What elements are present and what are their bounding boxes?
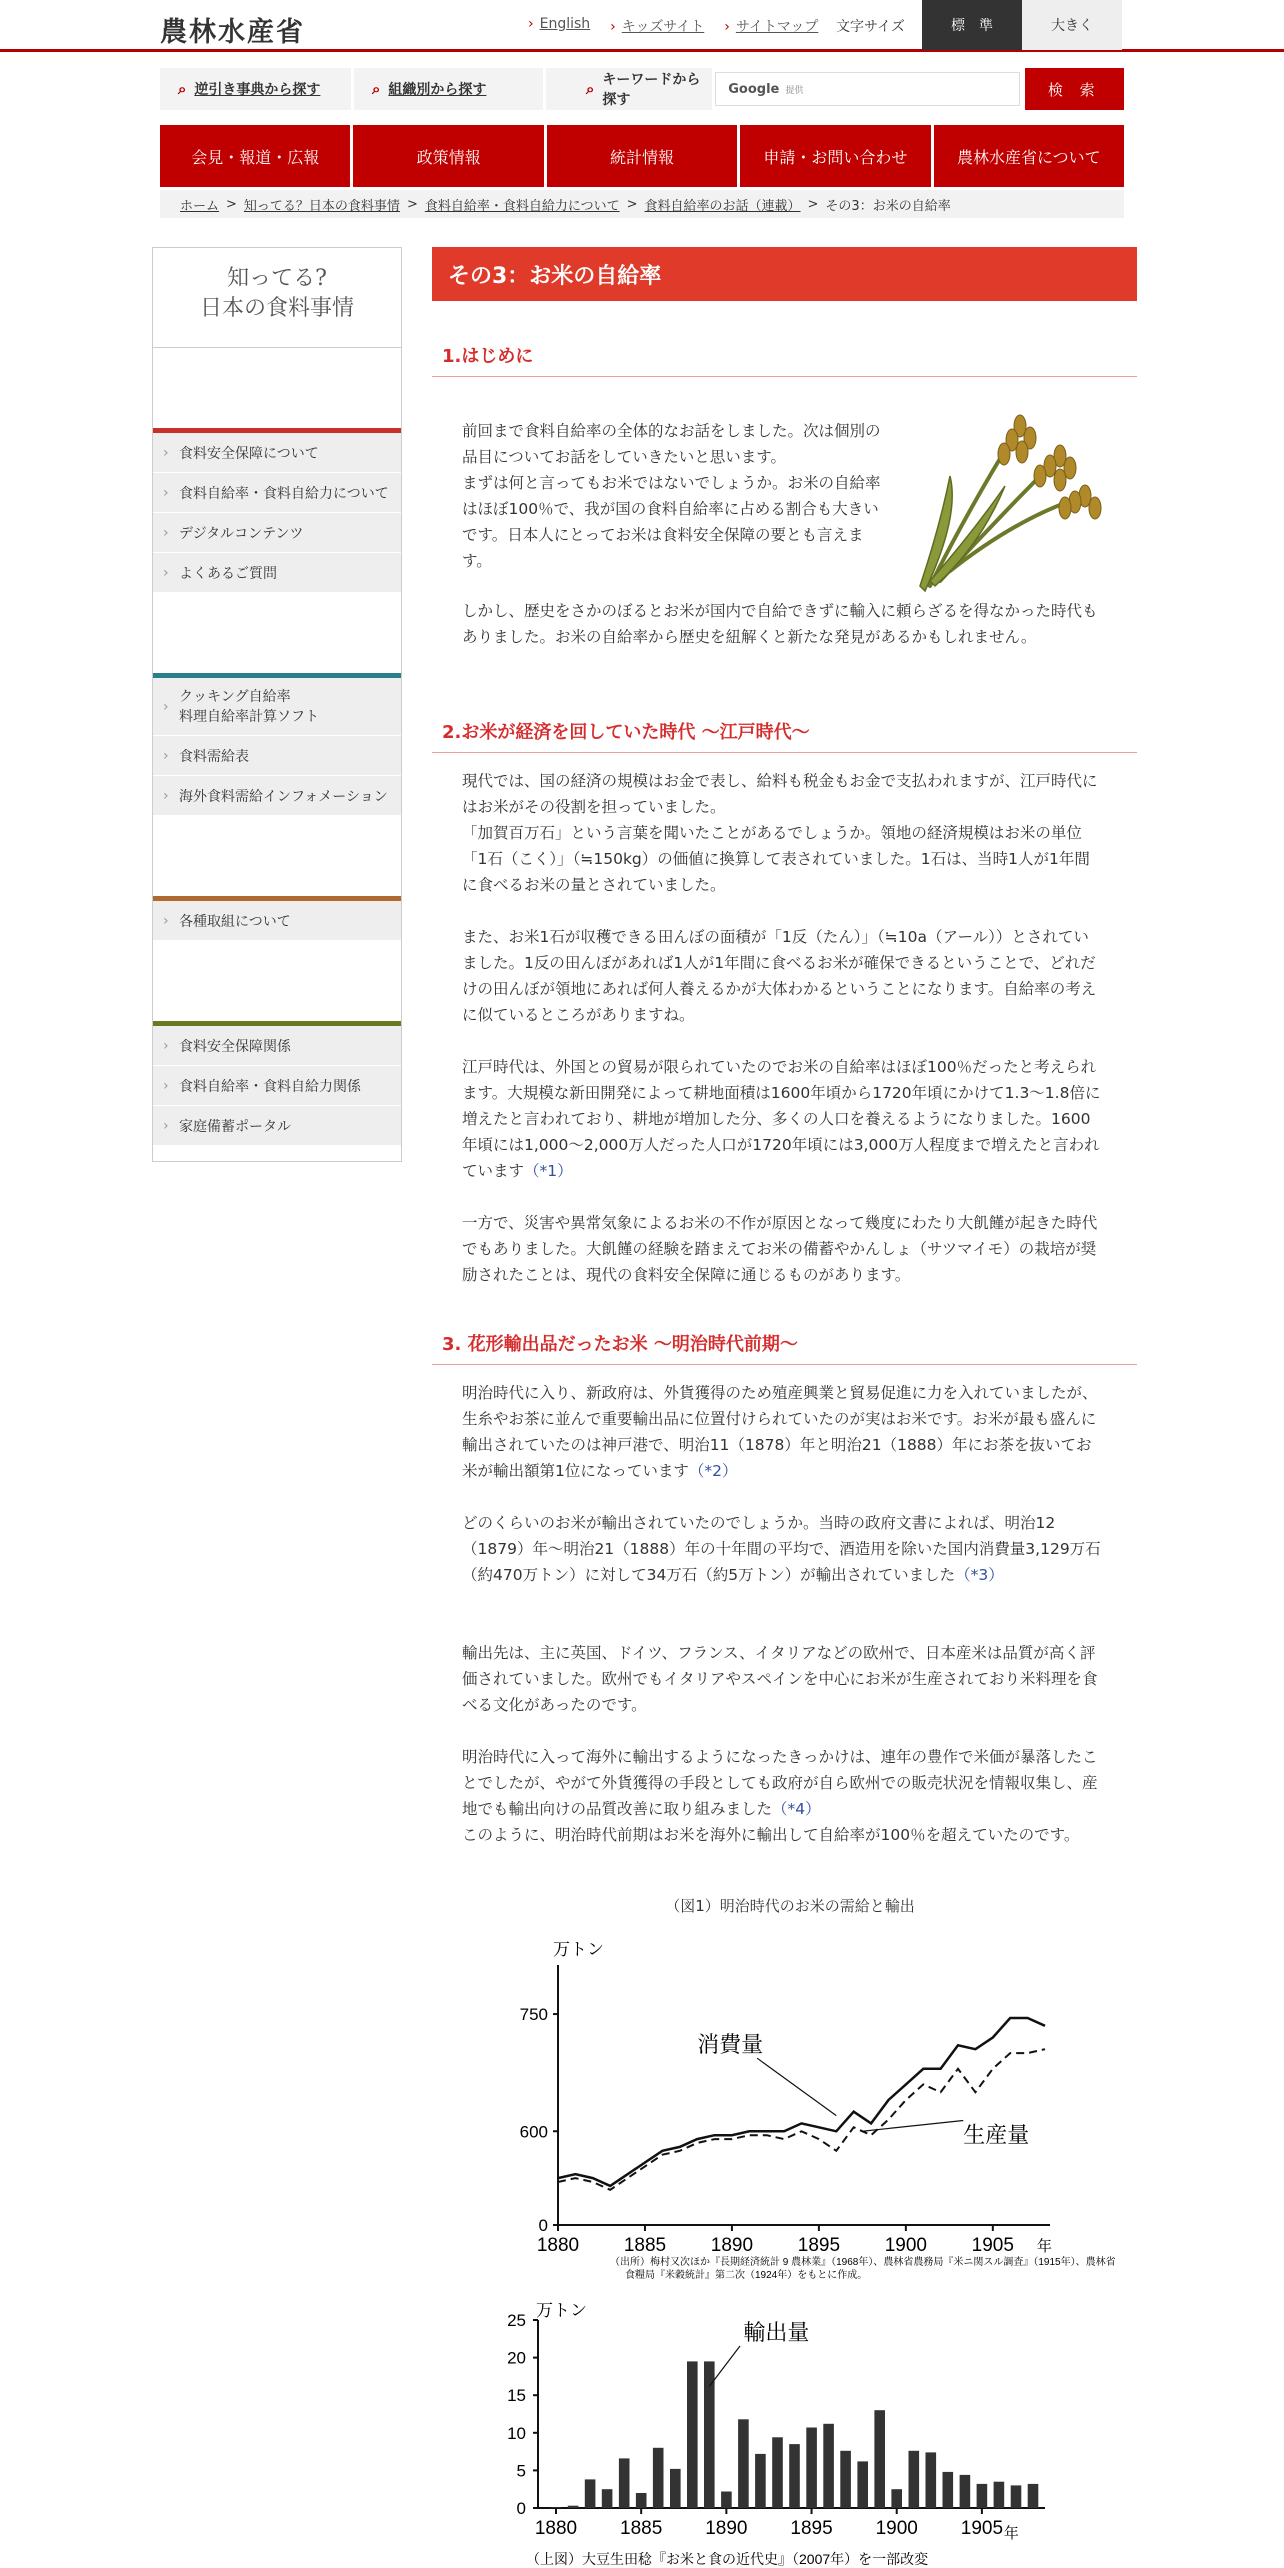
y-axis-label: 万トン [536,2301,587,2320]
y-tick-label: 15 [507,2386,526,2406]
chart-footnote: （上図）大豆生田稔『お米と食の近代史』（2007年）を一部改変 [526,2551,929,2567]
series-label-pointer [757,2058,836,2115]
paragraph: 明治時代に入って海外に輸出するようになったきっかけは、連年の豊作で米価が暴落したことでしたが、やがて外貨獲得の手段としても政府が自ら欧州での販売状況を情報収集し、産地でも輸出向けの品質改善に取り組みました（*4） [462,1748,1098,1818]
x-tick-label: 1895 [797,2235,841,2256]
nav-application[interactable]: 申請・お問い合わせ [740,125,930,187]
section-heading: 1.はじめに [432,342,1137,377]
paragraph: 現代では、国の経済の規模はお金で表し、給料も税金もお金で支払われますが、江戸時代にはお米がその役割を担っていました。 「加賀百万石」という言葉を聞いたことがあるでしょうか。領地の経済規模はお米の単位「1石（こく）」（≒150kg）の価値に換算して表されていました。1石は、当時1人が1年間に食べるお米の量とされていました。 [462,772,1098,894]
bar [960,2475,971,2508]
footnote-link[interactable]: （*1） [524,1162,573,1180]
paragraph: 輸出先は、主に英国、ドイツ、フランス、イタリアなどの欧州で、日本産米は品質が高く評価されていました。欧州でもイタリアやスペインを中心にお米が生産されており米料理を食べる文化があったのです。 [462,1644,1098,1714]
y-tick-label: 10 [507,2423,526,2443]
search-icon: ⌕ [372,80,381,98]
nav-about[interactable]: 農林水産省について [934,125,1124,187]
series-line-2 [558,2049,1045,2190]
sidebar-item[interactable]: › 各種取組について [153,901,401,941]
y-tick-label: 20 [507,2348,526,2368]
paragraph: 明治時代に入り、新政府は、外貨獲得のため殖産興業と貿易促進に力を入れていましたが、生糸やお茶に並んで重要輸出品に位置付けられていたのが実はお米です。お米が最も盛んに輸出されていたのは神戸港で、明治11（1878）年と明治21（1888）年にお茶を抜いてお米が輸出額第1位になっています（*2） [462,1384,1098,1480]
top-links [528,16,818,36]
reverse-dictionary-search-button[interactable]: ⌕ 逆引き事典から探す [160,68,354,110]
paragraph: どのくらいのお米が輸出されていたのでしょうか。当時の政府文書によれば、明治12（1879）年～明治21（1888）年の十年間の平均で、酒造用を除いた国内消費量3,129万石（約470万トン）に対して34万石（約5万トン）が輸出されていました（*3） [462,1514,1101,1584]
global-nav [160,125,1124,187]
sidebar-item[interactable]: › デジタルコンテンツ [153,513,401,553]
bar [653,2448,664,2508]
site-logo[interactable]: 農林水産省 [160,17,305,48]
bar [977,2484,988,2508]
sidebar-title[interactable]: 知ってる? 日本の食料事情 [153,248,401,348]
x-tick-label: 1905 [960,2518,1004,2539]
breadcrumb-food-situation[interactable]: 知ってる？日本の食料事情 [243,198,400,214]
footnote-link[interactable]: （*4） [772,1800,821,1818]
bar [772,2437,783,2508]
paragraph: 前回まで食料自給率の全体的なお話をしました。次は個別の品目についてお話をしていきたいと思います。 まずは何と言ってもお米ではないでしょうか。お米の自給率はほぼ100％で、我が国の食料自給率に占める割合も大きいです。日本人にとってお米は食料安全保障の要とも言えます。 [462,422,881,570]
bar [909,2451,920,2508]
x-tick-label: 1905 [971,2235,1014,2256]
bar [585,2479,596,2508]
header [0,0,1284,52]
nav-statistics[interactable]: 統計情報 [547,125,737,187]
paragraph: 江戸時代は、外国との貿易が限られていたのでお米の自給率はほぼ100％だったと考えられます。大規模な新田開発によって耕地面積は1600年頃から1720年頃にかけて1.3～1.8倍に増えたと言われており、耕地が増加した分、多くの人口を養えるようになりました。1600年頃には1,000～2,000万人だった人口が1720年頃には3,000万人程度まで増えたと言われています（*1） [462,1058,1101,1180]
series-label: 生産量 [963,2122,1030,2148]
bar [721,2492,732,2509]
section-heading: 3. 花形輸出品だったお米 ～明治時代前期～ [432,1330,1137,1365]
nav-press[interactable]: 会見・報道・広報 [160,125,350,187]
link-kids[interactable]: › キッズサイト [610,16,704,36]
breadcrumb-home[interactable]: ホーム [180,198,220,214]
link-english[interactable]: › English [528,16,590,36]
x-unit-label: 年 [1003,2525,1019,2542]
breadcrumb-current: その3：お米の自給率 [825,198,951,214]
bar [926,2452,937,2508]
search-icon: ⌕ [586,80,595,98]
bar [994,2482,1005,2508]
series-label-pointer [862,2121,963,2132]
section-heading: 2.お米が経済を回していた時代 ～江戸時代～ [432,718,1137,753]
bar [943,2472,954,2508]
sidebar-item[interactable]: › よくあるご質問 [153,553,401,593]
breadcrumb-self-sufficiency[interactable]: 食料自給率・食料自給力について [424,198,620,214]
sidebar [152,247,402,1162]
keyword-search-label: ⌕ キーワードから探す [546,68,715,110]
y-tick-label: 25 [507,2311,526,2330]
sidebar-item[interactable]: › 食料自給率・食料自給力関係 [153,1066,401,1106]
sidebar-item[interactable]: › 食料自給率・食料自給力について [153,473,401,513]
x-tick-label: 1880 [536,2235,580,2256]
bar [636,2493,647,2508]
bar [857,2461,868,2508]
bar [619,2458,630,2508]
sidebar-item[interactable]: › 海外食料需給インフォメーション [153,776,401,816]
bar [670,2469,681,2508]
sidebar-item[interactable]: › クッキング自給率 料理自給率計算ソフト [153,678,401,736]
sidebar-item[interactable]: › 食料安全保障について [153,433,401,473]
bar [687,2361,698,2508]
x-tick-label: 1885 [623,2235,667,2256]
x-tick-label: 1880 [534,2518,578,2539]
font-size-standard-button[interactable]: 標 準 [922,0,1022,50]
bar [738,2419,749,2508]
series-label: 消費量 [697,2032,764,2058]
bar [874,2410,885,2508]
bar [891,2489,902,2508]
bar [568,2506,579,2508]
y-tick-label: 600 [519,2122,548,2142]
bar [840,2451,851,2508]
bar [755,2454,766,2508]
x-tick-label: 1895 [790,2518,833,2539]
bar [1028,2484,1039,2508]
search-row [160,68,1124,110]
x-tick-label: 1900 [875,2518,918,2539]
bar [806,2428,817,2509]
x-unit-label: 年 [1037,2238,1053,2255]
rice-plant-image [910,396,1110,596]
y-tick-label: 5 [516,2461,526,2481]
x-tick-label: 1900 [884,2235,927,2256]
x-tick-label: 1890 [710,2235,754,2256]
x-tick-label: 1885 [620,2518,663,2539]
organization-search-button[interactable]: ⌕ 組織別から探す [354,68,546,110]
export-bar-chart [490,2300,1060,2568]
paragraph: このように、明治時代前期はお米を海外に輸出して自給率が100％を超えていたのです。 [462,1826,1080,1844]
bar [551,2507,562,2508]
paragraph: また、お米1石が収穫できる田んぼの面積が「1反（たん）」（≒10a（アール））とされていました。1反の田んぼがあれば1人が1年間に食べるお米が確保できるということで、どれだけの田んぼが領地にあれば何人養えるかが大体わかるということになります。自給率の考えに似ているところがありますね。 [462,928,1097,1024]
bar [704,2361,715,2508]
y-tick-label: 750 [519,2005,548,2025]
bar [1011,2485,1022,2508]
sidebar-item[interactable]: › 食料需給表 [153,736,401,776]
y-tick-label: 0 [516,2499,526,2518]
nav-policy[interactable]: 政策情報 [353,125,543,187]
breadcrumb: ホーム > 知ってる？日本の食料事情 > 食料自給率・食料自給力について > 食料自給率のお話（連載） > その3：お米の自給率 [160,190,1124,218]
page-title: その3：お米の自給率 [432,247,1137,301]
sidebar-item[interactable]: › 食料安全保障関係 [153,1026,401,1066]
link-sitemap[interactable]: › サイトマップ [724,16,818,36]
y-tick-label: 0 [538,2216,548,2235]
series-label: 輸出量 [743,2320,810,2345]
figure-caption: （図1）明治時代のお米の需給と輸出 [665,1897,915,1915]
search-icon: ⌕ [178,80,187,98]
series-line-1 [558,2018,1045,2186]
font-size-label: 文字サイズ [836,19,905,35]
x-tick-label: 1890 [705,2518,748,2539]
font-size-large-button[interactable]: 大きく [1022,0,1122,50]
y-axis-label: 万トン [553,1940,604,1959]
bar [823,2424,834,2508]
bar [602,2489,613,2508]
main-content [432,247,1137,301]
chart-source: （出所）梅村又次ほか『長期経済統計 9 農林業』（1968年）、農林省農務局『米ニ関スル調査』（1915年）、農林省食糧局『米穀統計』第二次（1924年）をもとに作成。 [610,2257,1116,2281]
paragraph: しかし、歴史をさかのぼるとお米が国内で自給できずに輸入に頼らざるを得なかった時代もありました。お米の自給率から歴史を紐解くと新たな発見があるかもしれません。 [462,602,1098,646]
search-submit-button[interactable]: 検 索 [1025,68,1124,110]
bar [789,2444,800,2508]
supply-demand-line-chart [500,1940,1116,2300]
sidebar-item[interactable]: › 家庭備蓄ポータル [153,1106,401,1146]
footnote-link[interactable]: （*3） [955,1566,1004,1584]
breadcrumb-series[interactable]: 食料自給率のお話（連載） [644,198,801,214]
footnote-link[interactable]: （*2） [688,1462,738,1480]
search-input[interactable]: Google 提供 [715,72,1019,106]
paragraph: 一方で、災害や異常気象によるお米の不作が原因となって幾度にわたり大飢饉が起きた時代でもありました。大飢饉の経験を踏まえてお米の備蓄やかんしょ（サツマイモ）の栽培が奨励されたことは、現代の食料安全保障に通じるものがあります。 [462,1214,1098,1284]
